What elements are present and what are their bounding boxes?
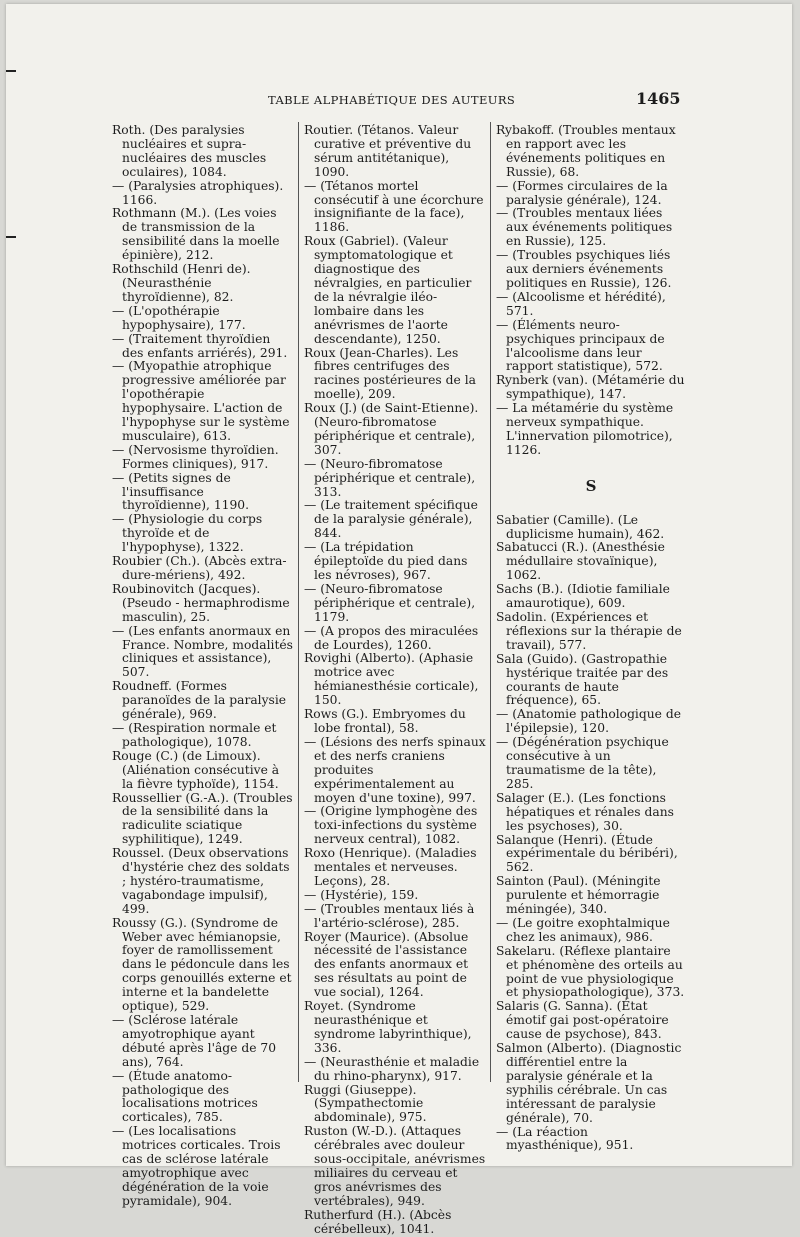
section-letter: S <box>585 476 597 495</box>
index-entry: Roxo (Henrique). (Maladies mentales et nerveuses. Leçons), 28. <box>304 846 477 888</box>
index-entry: — (Paralysies atrophiques). 1166. <box>112 178 284 207</box>
index-entry: Routier. (Tétanos. Valeur curative et préventive du sérum antitétanique), 1090. <box>304 123 472 179</box>
index-entry: Rutherfurd (H.). (Abcès cérébelleux), 1041. <box>304 1207 452 1236</box>
index-entry: Roudneff. (Formes paranoïdes de la paralysie générale), 969. <box>112 679 287 722</box>
page-number: 1465 <box>636 89 681 108</box>
index-entry: — (Le traitement spécifique de la paralysie générale), 844. <box>304 498 478 541</box>
index-entry: — (Petits signes de l'insuffisance thyroïdienne), 1190. <box>112 470 250 513</box>
index-entry: — (Anatomie pathologique de l'épilepsie), 120. <box>496 707 681 736</box>
index-entry: Roussy (G.). (Syndrome de Weber avec hémianopsie, foyer de ramollissement dans le pédoncule dans les corps genouillés externe et interne et la bandelette optique), 529. <box>112 915 292 1014</box>
index-entry: Salaris (G. Sanna). (État émotif gai post-opératoire cause de psychose), 843. <box>496 999 669 1042</box>
column-1 <box>112 124 294 1209</box>
column-divider <box>490 122 491 1082</box>
column-divider <box>298 122 299 1082</box>
index-entry: — (La trépidation épileptoïde du pied dans les névroses), 967. <box>304 540 468 582</box>
index-entry: Sachs (B.). (Idiotie familiale amaurotique), 609. <box>496 582 670 611</box>
running-title: TABLE ALPHABÉTIQUE DES AUTEURS <box>268 93 516 107</box>
index-entry: — (Traitement thyroïdien des enfants arriérés), 291. <box>112 331 288 360</box>
index-entry: Rouge (C.) (de Limoux). (Aliénation consécutive à la fièvre typhoïde), 1154. <box>112 748 280 791</box>
index-entry: — (Hystérie), 159. <box>304 887 419 902</box>
index-entry: — (Éléments neuro-psychiques principaux de l'alcoolisme dans leur rapport statistique), 572. <box>496 317 665 374</box>
index-entry: — (Le goitre exophtalmique chez les animaux), 986. <box>496 915 670 944</box>
index-entry: Rothmann (M.). (Les voies de transmission de la sensibilité dans la moelle épinière), 212. <box>112 206 280 263</box>
index-entry: Sala (Guido). (Gastropathie hystérique traitée par des courants de haute fréquence), 65. <box>496 651 669 708</box>
index-entry: — (Myopathie atrophique progressive améliorée par l'opothérapie hypophysaire. L'action de l'hypophyse sur le système musculaire), 613. <box>112 359 290 443</box>
margin-mark <box>6 236 16 238</box>
index-entry: Roubinovitch (Jacques). (Pseudo - hermaphrodisme masculin), 25. <box>112 581 290 624</box>
margin-mark <box>6 70 16 72</box>
index-entry: Sabatucci (R.). (Anesthésie médullaire stovaïnique), 1062. <box>496 540 665 583</box>
index-entry: Roubier (Ch.). (Abcès extra-dure-mériens), 492. <box>112 554 287 582</box>
book-page <box>6 4 792 1236</box>
column-3 <box>496 124 686 1153</box>
index-entry: Rothschild (Henri de). (Neurasthénie thyroïdienne), 82. <box>112 262 251 304</box>
index-entry: Roussellier (G.-A.). (Troubles de la sensibilité dans la radiculite sciatique syphilitique), 1249. <box>112 790 293 847</box>
index-entry: — (Neuro-fibromatose périphérique et centrale), 1179. <box>304 581 476 624</box>
index-entry: — (A propos des miraculées de Lourdes), 1260. <box>304 623 479 652</box>
index-entry: — (Physiologie du corps thyroïde et de l'hypophyse), 1322. <box>112 512 263 555</box>
index-entry: — (Origine lymphogène des toxi-infections du système nerveux central), 1082. <box>304 804 478 847</box>
index-entry: — (Alcoolisme et hérédité), 571. <box>496 289 666 318</box>
index-entry: — (Dégénération psychique consécutive à un traumatisme de la tête), 285. <box>496 735 669 791</box>
index-entry: — (Sclérose latérale amyotrophique ayant débuté après l'âge de 70 ans), 764. <box>112 1013 277 1069</box>
index-entry: — (Troubles mentaux liées aux événements politiques en Russie), 125. <box>496 206 673 249</box>
index-entry: Sakelaru. (Réflexe plantaire et phénomène des orteils au point de vue physiologique et physiopathologique), 373. <box>496 943 685 1000</box>
index-entry: Sadolin. (Expériences et réflexions sur la thérapie de travail), 577. <box>496 610 682 652</box>
index-entry: — (Troubles psychiques liés aux derniers événements politiques en Russie), 126. <box>496 248 672 290</box>
index-entry: — (Lésions des nerfs spinaux et des nerfs craniens produites expérimentalement au moyen d'une toxine), 997. <box>304 734 486 805</box>
index-entry: — (Tétanos mortel consécutif à une écorchure insignifiante de la face), 1186. <box>304 178 484 235</box>
index-entry: — (Les localisations motrices corticales. Trois cas de sclérose latérale amyotrophique avec dégénération de la voie pyramidale), 904. <box>112 1124 281 1208</box>
index-entry: — (Neurasthénie et maladie du rhino-pharynx), 917. <box>304 1054 480 1083</box>
index-entry: Salanque (Henri). (Étude expérimentale du béribéri), 562. <box>496 832 678 875</box>
index-entry: Salager (E.). (Les fonctions hépatiques et rénales dans les psychoses), 30. <box>496 790 674 833</box>
index-entry: — (Les enfants anormaux en France. Nombre, modalités cliniques et assistance), 507. <box>112 623 293 680</box>
index-entry: Royer (Maurice). (Absolue nécessité de l'assistance des enfants anormaux et ses résultats au point de vue social), 1264. <box>304 929 469 1000</box>
index-entry: Rybakoff. (Troubles mentaux en rapport avec les événements politiques en Russie), 68. <box>496 123 676 179</box>
index-entry: Roth. (Des paralysies nucléaires et supra-nucléaires des muscles oculaires), 1084. <box>112 123 267 179</box>
index-entry: — (Formes circulaires de la paralysie générale), 124. <box>496 178 668 207</box>
index-entry: — (La réaction myasthénique), 951. <box>496 1124 634 1153</box>
index-entry: Rows (G.). Embryomes du lobe frontal), 58. <box>304 707 466 735</box>
index-entry: — La métamérie du système nerveux sympathique. L'innervation pilomotrice), 1126. <box>496 401 674 457</box>
index-entry: Ruggi (Giuseppe). (Sympathectomie abdominale), 975. <box>304 1082 427 1125</box>
index-entry: Royet. (Syndrome neurasthénique et syndrome labyrinthique), 336. <box>304 999 472 1055</box>
index-entry: Salmon (Alberto). (Diagnostic différentiel entre la paralysie générale et la syphilis cérébrale. Un cas intéressant de paralysie générale), 70. <box>496 1041 682 1125</box>
index-entry: Ruston (W.-D.). (Attaques cérébrales avec douleur sous-occipitale, anévrismes miliaires du cerveau et gros anévrismes des vertébrales), 949. <box>304 1124 486 1208</box>
index-entry: — (Étude anatomo-pathologique des localisations motrices corticales), 785. <box>112 1068 258 1125</box>
index-entry: — (Respiration normale et pathologique), 1078. <box>112 720 277 749</box>
index-entry: Sainton (Paul). (Méningite purulente et hémorragie méningée), 340. <box>496 874 661 917</box>
index-entry: Rovighi (Alberto). (Aphasie motrice avec hémianesthésie corticale), 150. <box>304 651 479 708</box>
index-entry: — (Neuro-fibromatose périphérique et centrale), 313. <box>304 456 476 499</box>
index-entry: Roussel. (Deux observations d'hystérie chez des soldats ; hystéro-traumatisme, vagabondage impulsif), 499. <box>112 846 290 916</box>
index-entry: Roux (Gabriel). (Valeur symptomatologique et diagnostique des névralgies, en particulier de la névralgie iléo-lombaire dans les anévrismes de l'aorte descendante), 1250. <box>304 234 472 346</box>
index-entry: Sabatier (Camille). (Le duplicisme humain), 462. <box>496 512 665 541</box>
index-entry: — (Troubles mentaux liés à l'artério-sclérose), 285. <box>304 901 475 930</box>
index-entry: — (L'opothérapie hypophysaire), 177. <box>112 303 246 332</box>
index-entry: — (Nervosisme thyroïdien. Formes cliniques), 917. <box>112 442 279 471</box>
index-entry: Roux (Jean-Charles). Les fibres centrifuges des racines postérieures de la moelle), 209. <box>304 345 476 402</box>
index-entry: Rynberk (van). (Métamérie du sympathique), 147. <box>496 373 685 402</box>
column-2 <box>304 124 486 1237</box>
page-header <box>6 89 792 113</box>
index-entry: Roux (J.) (de Saint-Etienne). (Neuro-fibromatose périphérique et centrale), 307. <box>304 401 479 457</box>
